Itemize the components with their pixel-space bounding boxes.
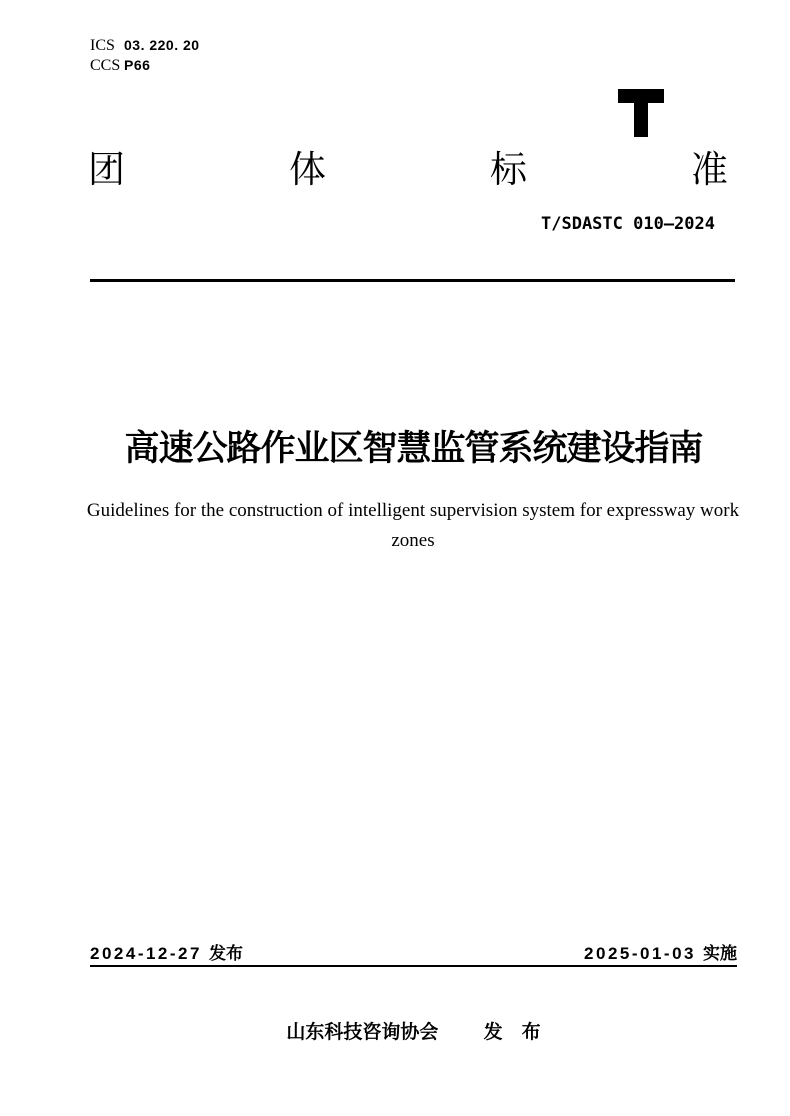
ics-value: 03. 220. 20 (124, 37, 200, 53)
standard-type-heading (88, 148, 728, 192)
standard-type-char: 准 (691, 149, 728, 190)
ics-label: ICS (90, 37, 115, 54)
implement-date: 2025-01-03 (584, 944, 696, 963)
document-title-chinese: 高速公路作业区智慧监管系统建设指南 (124, 429, 703, 468)
ccs-label: CCS (90, 57, 121, 74)
issue-label: 发布 (208, 944, 243, 963)
classification-codes (90, 37, 200, 77)
t-standard-logo (618, 89, 664, 137)
standard-type-char: 体 (289, 149, 326, 190)
footer-rule (90, 965, 737, 967)
ccs-value: P66 (124, 57, 151, 73)
t-logo-stem (634, 89, 648, 137)
ccs-code-row (90, 57, 200, 77)
implement-date-group (584, 939, 737, 964)
standard-number: T/SDASTC 010—2024 (541, 214, 715, 234)
issue-date-group (90, 939, 243, 964)
header-rule (90, 279, 735, 282)
document-title-english: Guidelines for the construction of intelligent supervision system for expressway work zones (86, 500, 740, 551)
issue-date: 2024-12-27 (90, 944, 202, 963)
ics-code-row (90, 37, 200, 57)
standard-type-char: 标 (490, 149, 527, 190)
dates-row (90, 939, 737, 964)
publisher-name: 山东科技咨询协会 (286, 1022, 439, 1043)
publisher-action: 发 布 (483, 1022, 541, 1043)
publisher-line (90, 1017, 737, 1044)
standard-type-char: 团 (88, 149, 125, 190)
implement-label: 实施 (703, 944, 737, 963)
